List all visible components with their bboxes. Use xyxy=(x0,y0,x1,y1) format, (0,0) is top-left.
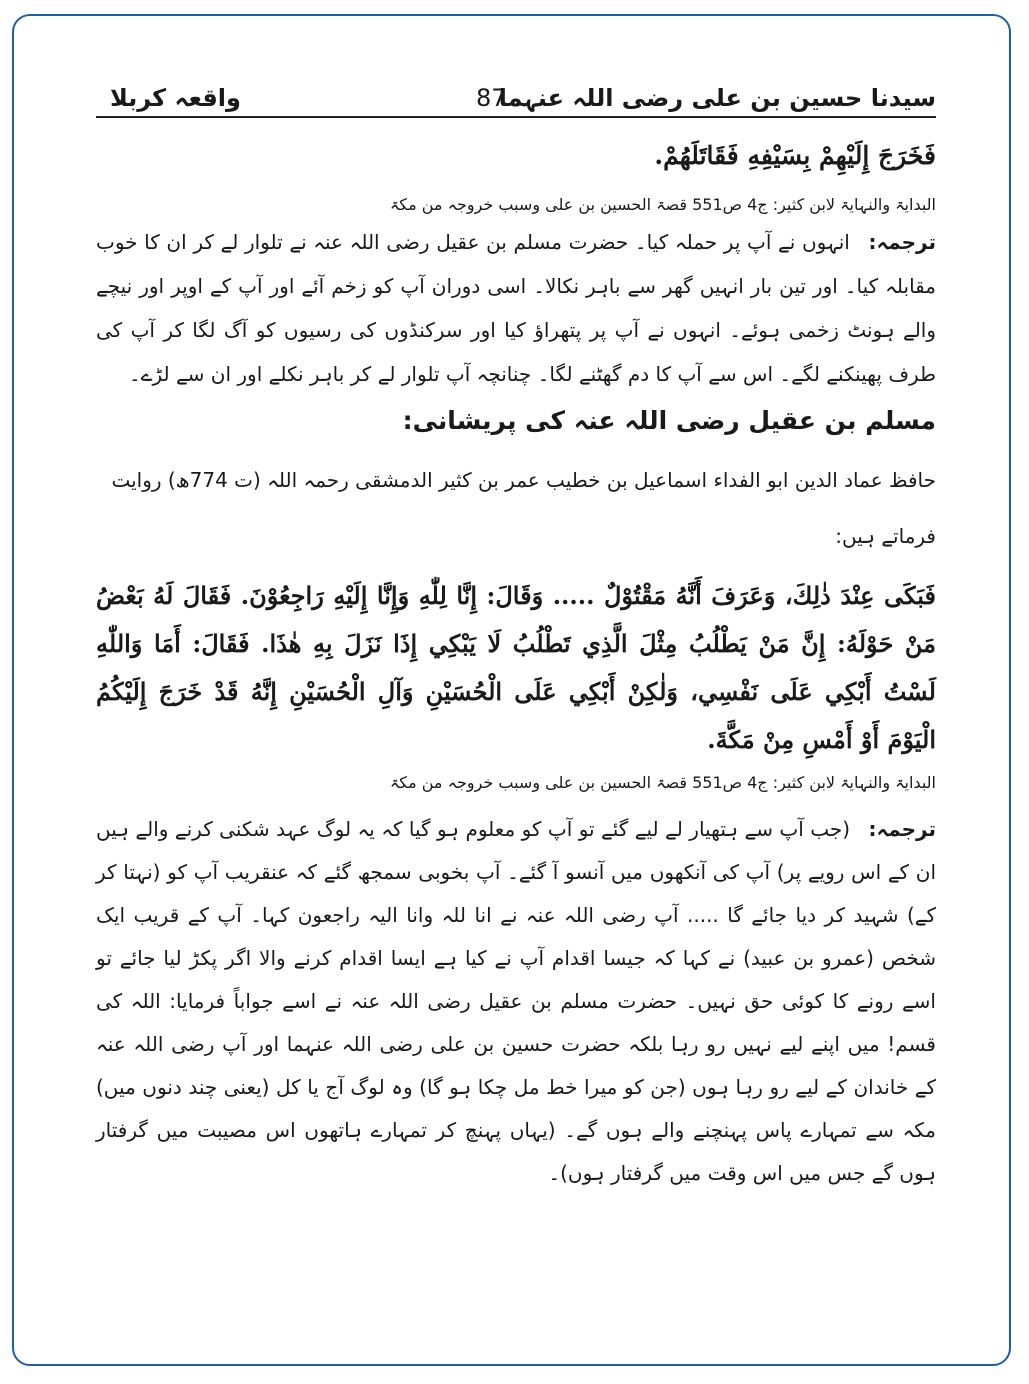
arabic-quote-1: فَخَرَجَ إِلَيْهِمْ بِسَيْفِهِ فَقَاتَلَهُمْ. xyxy=(654,141,936,170)
narration-intro: حافظ عماد الدین ابو الفداء اسماعیل بن خطیب عمر بن کثیر الدمشقی رحمہ اللہ (ت 774ھ) روایت فرماتے ہیں: xyxy=(111,468,936,548)
translation-label-1: ترجمہ: xyxy=(868,230,937,254)
translation-2 xyxy=(96,808,936,1195)
book-title: سیدنا حسین بن علی رضی اللہ عنہما xyxy=(498,84,936,112)
translation-text-2: (جب آپ سے ہتھیار لے لیے گئے تو آپ کو معلوم ہو گیا کہ یہ لوگ عہد شکنی کرنے والے ہیں ان کے اس رویے پر) آپ کی آنکھوں میں آنسو آ گئے۔ آپ بخوبی سمجھ گئے کہ عنقریب آپ کو (نہتا کر کے) شہید کر دیا جائے گا ..... آپ رضی اللہ عنہ نے انا للہ وانا الیہ راجعون کہا۔ آپ کے قریب ایک شخص (عمرو بن عبید) نے کہا کہ جیسا اقدام آپ نے کیا ہے ایسا اقدام کرنے والا اگر پکڑ لیا جائے تو اسے رونے کا کوئی حق نہیں۔ حضرت مسلم بن عقیل رضی اللہ عنہ نے اسے جواباً فرمایا: اللہ کی قسم! میں اپنے لیے نہیں رو رہا بلکہ حضرت حسین بن علی رضی اللہ عنہما اور آپ رضی اللہ عنہ کے خاندان کے لیے رو رہا ہوں (جن کو میرا خط مل چکا ہو گا) وہ لوگ آج یا کل (یعنی چند دنوں میں) مکہ سے تمہارے پاس پہنچنے والے ہوں گے۔ (یہاں پہنچ کر تمہارے ہاتھوں اس مصیبت میں گرفتار ہوں گے جس میں اس وقت میں گرفتار ہوں)۔ xyxy=(96,817,936,1185)
translation-1 xyxy=(96,220,936,396)
translation-label-2: ترجمہ: xyxy=(868,817,937,841)
reference-2: البدایۃ والنہایۃ لابن کثیر: ج4 ص551 قصۃ الحسین بن علی وسبب خروجہ من مکۃ xyxy=(389,773,936,792)
arabic-quote-2: فَبَكَى عِنْدَ ذٰلِكَ، وَعَرَفَ أَنَّهُ مَقْتُوْلٌ ..... وَقَالَ: إِنَّا لِلّٰهِ وَإِنَّا إِلَيْهِ رَاجِعُوْنَ. فَقَالَ لَهُ بَعْضُ مَنْ حَوْلَهُ: إِنَّ مَنْ يَطْلُبُ مِثْلَ الَّذِي تَطْلُبُ لَا يَبْكِي إِذَا نَزَلَ بِهِ هٰذَا. فَقَالَ: أَمَا وَاللّٰهِ لَسْتُ أَبْكِي عَلَى نَفْسِي، وَلٰكِنْ أَبْكِي عَلَى الْحُسَيْنِ وَآلِ الْحُسَيْنِ إِنَّهُ قَدْ خَرَجَ إِلَيْكُمُ الْيَوْمَ أَوْ أَمْسِ مِنْ مَكَّةَ. xyxy=(96,581,936,754)
book-page xyxy=(96,40,936,1215)
translation-text-1: انہوں نے آپ پر حملہ کیا۔ حضرت مسلم بن عقیل رضی اللہ عنہ نے تلوار لے کر ان کا خوب مقابلہ کیا۔ اور تین بار انہیں گھر سے باہر نکالا۔ اسی دوران آپ کو زخم آئے اور آپ کے اوپر اور نیچے والے ہونٹ زخمی ہوئے۔ انہوں نے آپ پر پتھراؤ کیا اور سرکنڈوں کی رسیوں کو آگ لگا کر آپ کی طرف پھینکنے لگے۔ اس سے آپ کا دم گھٹنے لگا۔ چنانچہ آپ تلوار لے کر باہر نکلے اور ان سے لڑے۔ xyxy=(96,230,936,386)
reference-1: البدایۃ والنہایۃ لابن کثیر: ج4 ص551 قصۃ الحسین بن علی وسبب خروجہ من مکۃ xyxy=(389,195,936,214)
page-number: 87 xyxy=(476,84,507,112)
section-heading: مسلم بن عقیل رضی اللہ عنہ کی پریشانی: xyxy=(402,406,936,435)
chapter-title: واقعہ کربلا xyxy=(110,84,241,112)
page-header xyxy=(96,40,936,118)
